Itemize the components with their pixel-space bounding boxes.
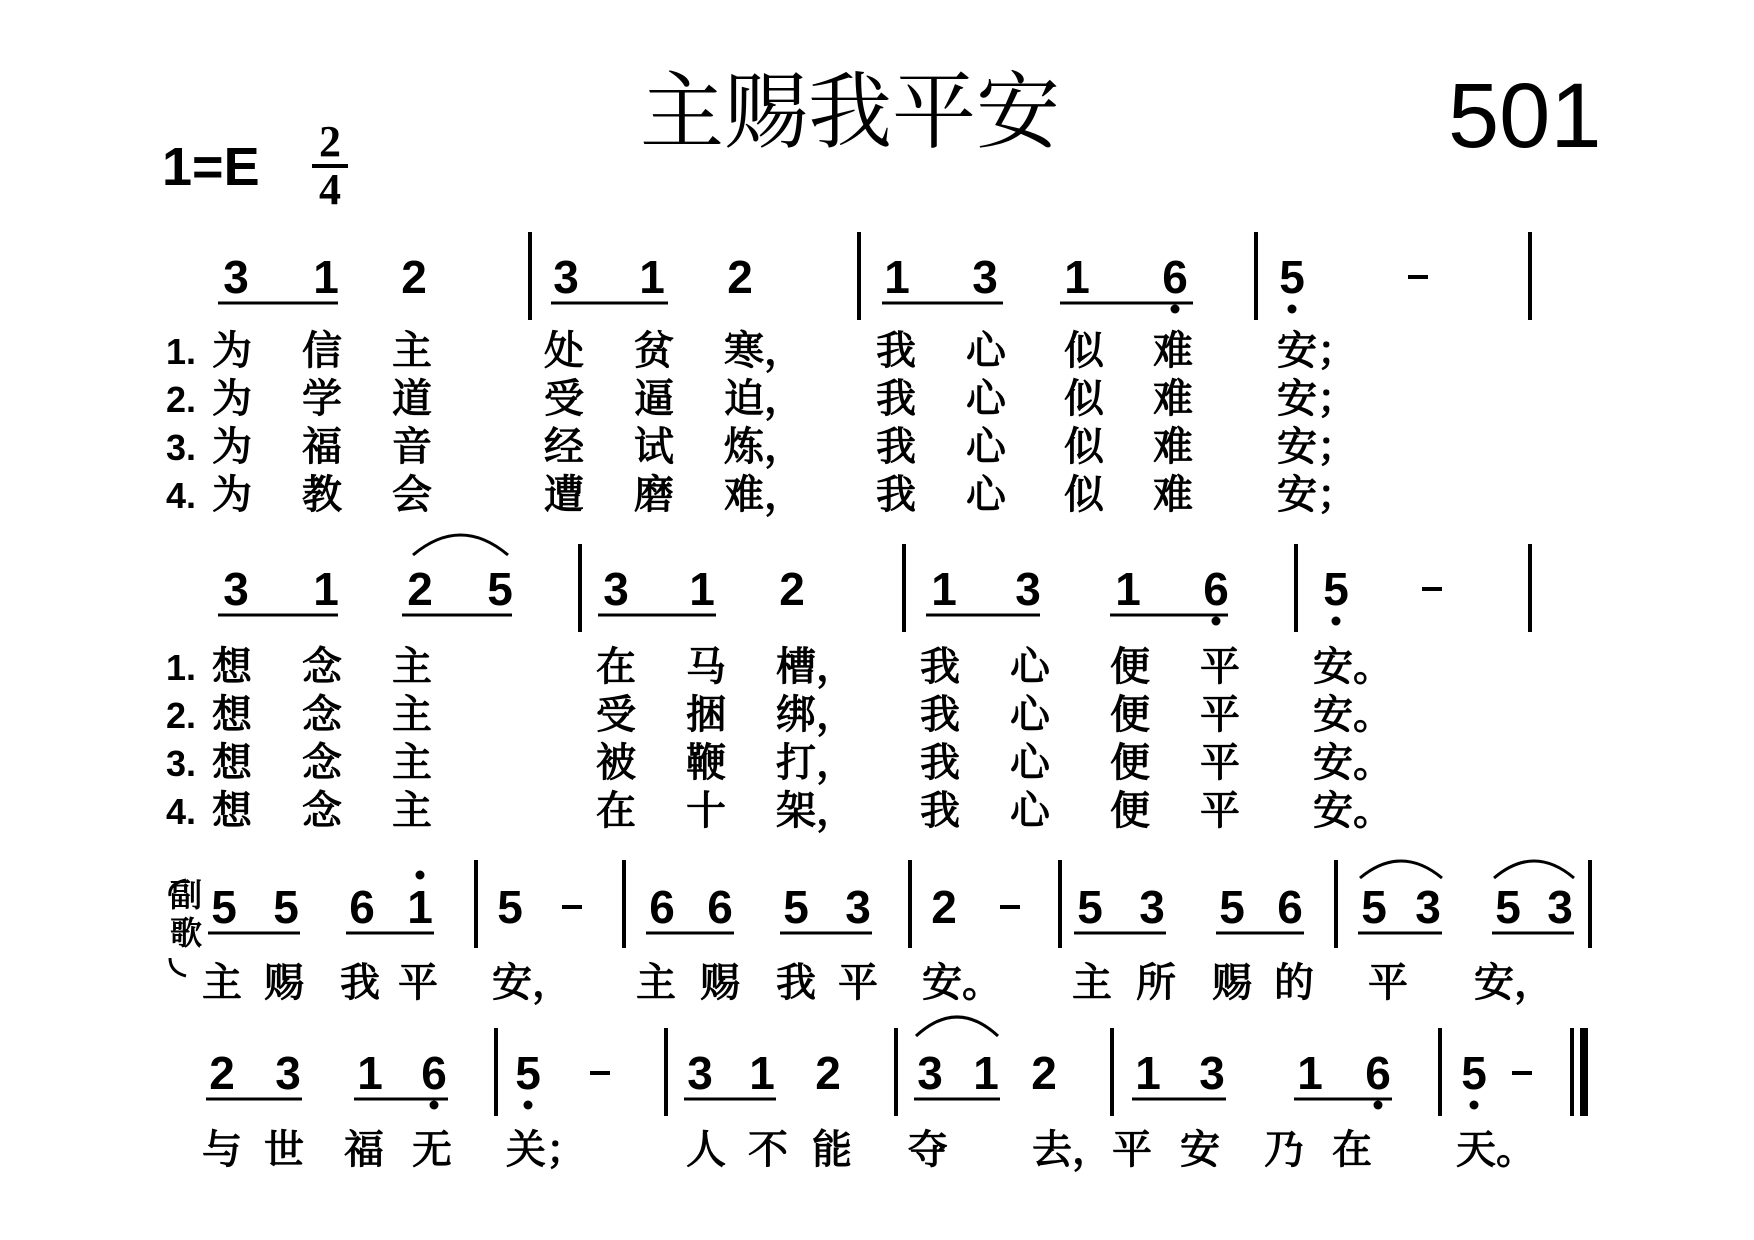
line2-lyric: 便 [1110,788,1150,834]
line1-lyric: 会 [392,472,432,518]
line2-lyric: 想 [212,692,252,738]
line2-note: 5 [487,563,513,615]
line3-lyric: 赐 [700,960,740,1006]
line1-lyric: 安； [1277,472,1357,518]
line2-lyric: 主 [392,788,432,834]
line4-lyric: 去， [1032,1127,1112,1173]
line2-lyric: 平 [1200,788,1240,834]
key-signature: 1=E [162,137,260,197]
line3-lyric: 平 [1368,960,1408,1006]
line3-note: 6 [349,881,375,933]
line3-note: 5 [1077,881,1103,933]
line2-lyric: 主 [392,740,432,786]
line2-lyric: 我 [920,740,960,786]
line3-note: 6 [707,881,733,933]
line1-lyric: 福 [302,424,342,470]
line4-note: 2 [1031,1047,1057,1099]
line2-note: 6 [1203,563,1229,615]
line4-note: 1 [973,1047,999,1099]
line1-low-octave-dot [1171,305,1180,314]
line4-note: 6 [421,1047,447,1099]
line2-note: 5 [1323,563,1349,615]
line4-note: 5 [515,1047,541,1099]
line1-lyric: 磨 [634,472,674,518]
line1-lyric: 难， [724,472,804,518]
line3-note: 5 [211,881,237,933]
line2-note: 1 [313,563,339,615]
line3-note: 5 [1495,881,1521,933]
line2-lyric: 想 [212,644,252,690]
line2-lyric: 在 [596,644,636,690]
line4-lyric: 不 [748,1127,788,1173]
line1-lyric: 心 [966,376,1006,422]
line3-lyric: 主 [636,960,676,1006]
line2-lyric: 打， [776,740,856,786]
line2-lyric: 念 [302,740,342,786]
line2-lyric: 想 [212,740,252,786]
line2-lyric: 受 [596,692,636,738]
line2-note: 1 [1115,563,1141,615]
line1-lyric: 我 [876,424,916,470]
line1-lyric: 受 [544,376,584,422]
line2-lyric: 安。 [1313,644,1393,690]
line3-lyric: 安， [492,960,572,1006]
line3-lyric: 我 [776,960,816,1006]
line2-lyric: 想 [212,788,252,834]
line3-note: 2 [931,881,957,933]
line4-low-octave-dot [1374,1101,1383,1110]
line4-lyric: 福 [344,1127,384,1173]
line4-lyric: 人 [686,1127,726,1173]
line2-lyric: 安。 [1313,692,1393,738]
line1-note: 3 [223,251,249,303]
line4-lyric: 平 [1112,1127,1152,1173]
line2-lyric: 主 [392,644,432,690]
line4-note: 6 [1365,1047,1391,1099]
line3-note: 5 [273,881,299,933]
line2-verse-number: 2. [166,695,197,736]
line2-lyric: 念 [302,644,342,690]
line2-lyric: 我 [920,788,960,834]
line4-lyric: 夺 [908,1127,948,1173]
line1-note: 3 [972,251,998,303]
line4-note: 1 [357,1047,383,1099]
line2-lyric: 绑， [776,692,856,738]
line1-lyric: 难 [1153,376,1193,422]
line4-note: 3 [687,1047,713,1099]
hymn-number: 501 [1448,65,1602,167]
line3-note: 6 [1277,881,1303,933]
line1-lyric: 遭 [544,472,584,518]
line1-lyric: 贫 [634,328,674,374]
line3-note: 6 [649,881,675,933]
line1-low-octave-dot [1288,305,1297,314]
line1-lyric: 我 [876,376,916,422]
line1-lyric: 为 [212,424,252,470]
line1-lyric: 难 [1153,424,1193,470]
line4-lyric: 无 [412,1127,452,1173]
line4-low-octave-dot [1470,1101,1479,1110]
line2-lyric: 便 [1110,740,1150,786]
line2-low-octave-dot [1332,617,1341,626]
line3-note: 5 [783,881,809,933]
line1-lyric: 安； [1277,328,1357,374]
line1-note: 2 [401,251,427,303]
line3-note: 3 [845,881,871,933]
line4-note: 3 [917,1047,943,1099]
line2-verse-number: 3. [166,743,197,784]
line2-note: 2 [779,563,805,615]
line2-lyric: 在 [596,788,636,834]
line1-lyric: 学 [302,376,342,422]
line1-lyric: 处 [544,328,584,374]
line1-lyric: 主 [392,328,432,374]
line3-lyric: 平 [838,960,878,1006]
line2-lyric: 平 [1200,692,1240,738]
line2-lyric: 鞭 [686,740,726,786]
line4-lyric: 关； [506,1127,586,1173]
line3-lyric: 主 [1072,960,1112,1006]
line1-lyric: 似 [1064,328,1104,374]
line1-lyric: 安； [1277,376,1357,422]
line2-lyric: 心 [1010,788,1050,834]
line4-note: 3 [275,1047,301,1099]
line1-note: 5 [1279,251,1305,303]
line3-note: 5 [1219,881,1245,933]
line4-low-octave-dot [430,1101,439,1110]
line1-note: 3 [553,251,579,303]
line1-lyric: 难 [1153,328,1193,374]
line1-lyric: 道 [392,376,432,422]
line3-lyric: 安。 [922,960,1002,1006]
line2-low-octave-dot [1212,617,1221,626]
line1-lyric: 似 [1064,376,1104,422]
chorus-label-char: 歌 [170,914,203,952]
line1-lyric: 为 [212,472,252,518]
line1-note: 1 [639,251,665,303]
line1-lyric: 逼 [634,376,674,422]
line1-lyric: 信 [302,328,342,374]
time-signature-bottom: 4 [319,165,341,214]
line4-lyric: 乃 [1264,1127,1304,1173]
line1-lyric: 迫， [724,376,804,422]
line3-slur [1494,861,1574,878]
line2-slur [413,535,508,555]
line3-lyric: 的 [1274,960,1314,1006]
line3-note: 5 [1361,881,1387,933]
line2-lyric: 安。 [1313,788,1393,834]
line2-note: 3 [1015,563,1041,615]
time-signature-top: 2 [319,117,341,166]
line2-lyric: 平 [1200,644,1240,690]
line4-lyric: 天。 [1456,1127,1536,1173]
line2-note: 1 [689,563,715,615]
line2-lyric: 便 [1110,644,1150,690]
line1-lyric: 教 [302,472,342,518]
line3-note: 1 [407,881,433,933]
line3-slur [1360,861,1442,878]
line4-lyric: 世 [264,1127,304,1173]
line2-note: 2 [407,563,433,615]
line2-lyric: 便 [1110,692,1150,738]
line3-note: 3 [1139,881,1165,933]
line2-lyric: 被 [596,740,636,786]
line4-lyric: 在 [1332,1127,1372,1173]
line2-verse-number: 1. [166,647,197,688]
line1-note: 6 [1162,251,1188,303]
line4-lyric: 能 [812,1127,852,1173]
line3-lyric: 所 [1136,960,1176,1006]
line2-lyric: 心 [1010,644,1050,690]
line1-verse-number: 3. [166,427,197,468]
line2-note: 3 [223,563,249,615]
line1-note: 1 [884,251,910,303]
line2-lyric: 我 [920,644,960,690]
line1-lyric: 安； [1277,424,1357,470]
line2-verse-number: 4. [166,791,197,832]
line3-lyric: 赐 [264,960,304,1006]
line2-lyric: 主 [392,692,432,738]
line1-note: 1 [313,251,339,303]
line2-lyric: 心 [1010,692,1050,738]
line3-lyric: 安， [1474,960,1554,1006]
line1-lyric: 心 [966,328,1006,374]
line3-lyric: 平 [398,960,438,1006]
line1-lyric: 炼， [724,424,804,470]
line1-note: 2 [727,251,753,303]
line2-lyric: 十 [686,788,726,834]
line1-lyric: 似 [1064,424,1104,470]
line2-lyric: 心 [1010,740,1050,786]
line3-note: 3 [1415,881,1441,933]
line2-lyric: 槽， [776,644,856,690]
line1-lyric: 心 [966,424,1006,470]
line4-note: 1 [1297,1047,1323,1099]
line2-lyric: 安。 [1313,740,1393,786]
line4-low-octave-dot [524,1101,533,1110]
line1-verse-number: 2. [166,379,197,420]
line1-note: 1 [1064,251,1090,303]
line1-lyric: 为 [212,328,252,374]
line1-lyric: 我 [876,472,916,518]
line2-lyric: 捆 [686,692,726,738]
line1-verse-number: 1. [166,331,197,372]
line3-high-octave-dot [416,871,425,880]
line3-lyric: 主 [202,960,242,1006]
line2-lyric: 架， [776,788,856,834]
line4-note: 2 [209,1047,235,1099]
line1-lyric: 为 [212,376,252,422]
line1-lyric: 试 [634,424,674,470]
line1-lyric: 我 [876,328,916,374]
line4-note: 1 [749,1047,775,1099]
line2-lyric: 我 [920,692,960,738]
line1-lyric: 似 [1064,472,1104,518]
line4-note: 1 [1135,1047,1161,1099]
line2-lyric: 念 [302,692,342,738]
line3-note: 5 [497,881,523,933]
line2-note: 3 [603,563,629,615]
line2-lyric: 平 [1200,740,1240,786]
line4-lyric: 安 [1180,1127,1220,1173]
chorus-label-paren [170,958,186,976]
line1-lyric: 心 [966,472,1006,518]
line2-note: 1 [931,563,957,615]
line4-note: 2 [815,1047,841,1099]
line2-lyric: 念 [302,788,342,834]
line1-lyric: 难 [1153,472,1193,518]
line3-lyric: 我 [340,960,380,1006]
hymn-title: 主赐我平安 [640,63,1061,161]
line1-lyric: 经 [544,424,584,470]
line4-lyric: 与 [202,1127,242,1173]
line1-lyric: 寒， [724,328,804,374]
line3-note: 3 [1547,881,1573,933]
line4-note: 5 [1461,1047,1487,1099]
line1-lyric: 音 [392,424,432,470]
line2-lyric: 马 [686,644,726,690]
chorus-label-char: 副 [170,876,203,914]
line4-note: 3 [1199,1047,1225,1099]
line1-verse-number: 4. [166,475,197,516]
line3-lyric: 赐 [1212,960,1252,1006]
line4-slur [916,1017,998,1036]
